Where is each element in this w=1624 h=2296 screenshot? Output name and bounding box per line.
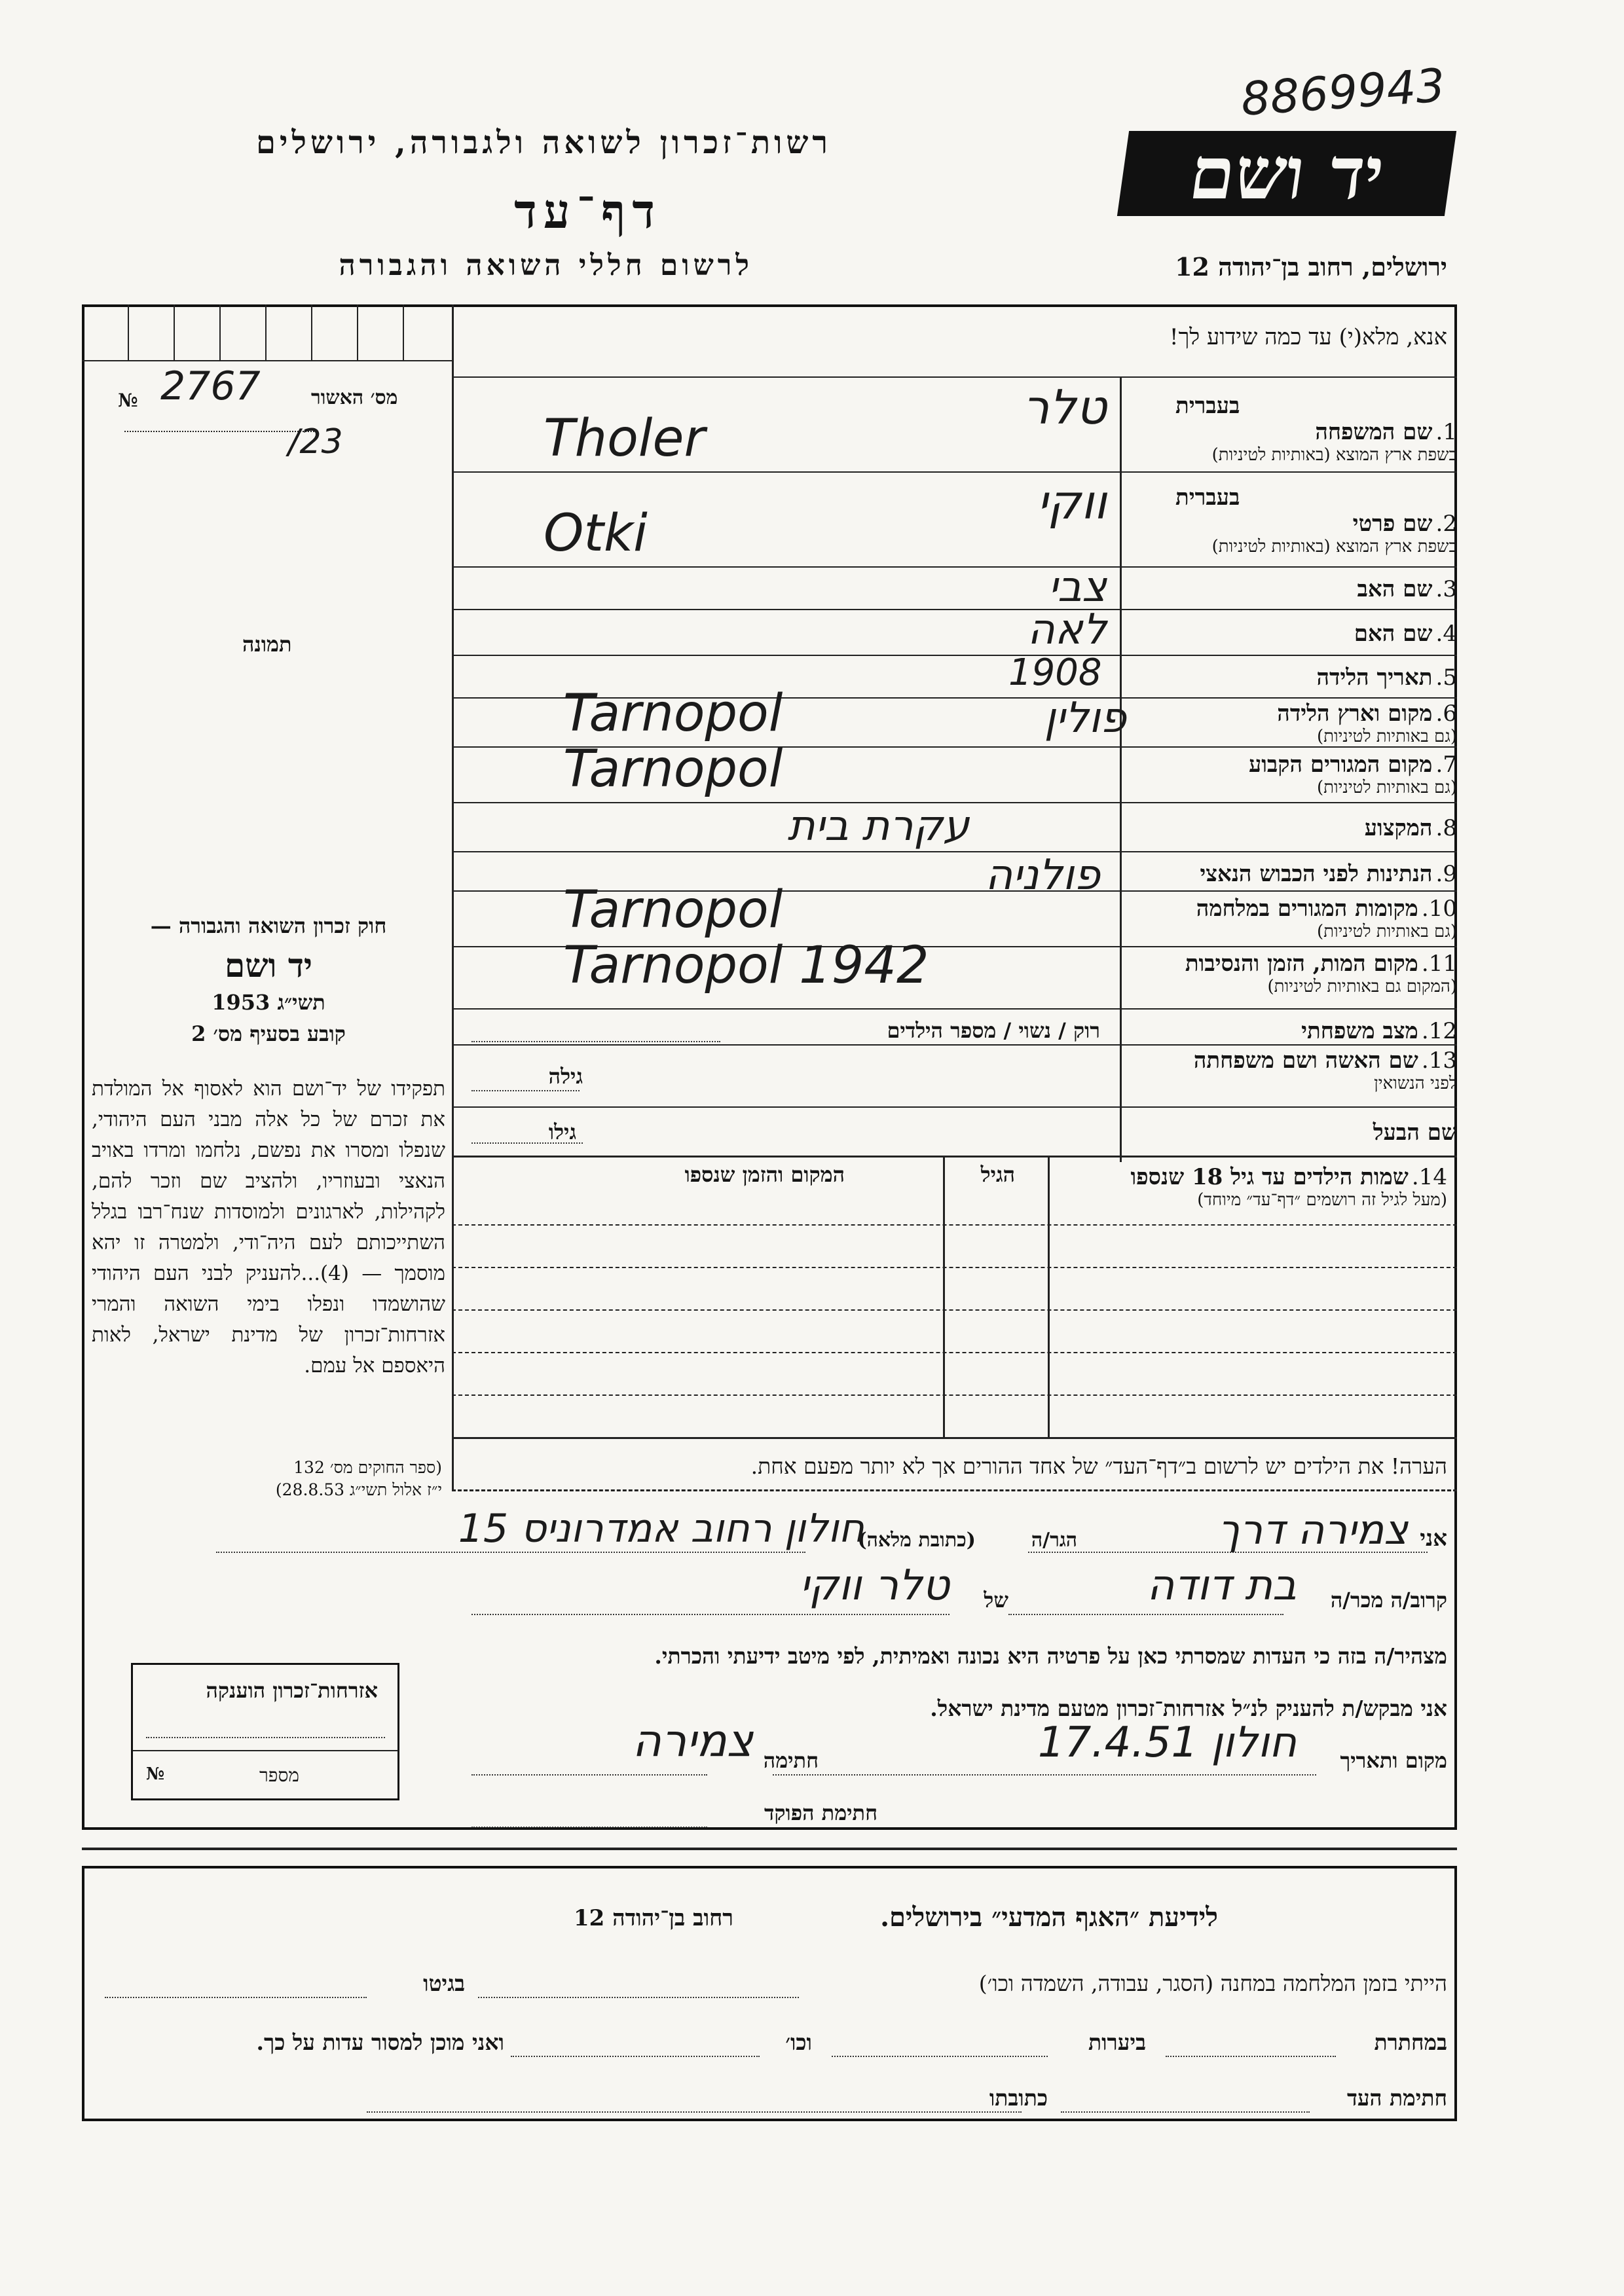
relation-label: קרוב/ה מכר/ה [1330, 1588, 1447, 1613]
photo-placeholder-label: תמונה [242, 632, 292, 657]
field-death-place: 11. מקום המות, הזמן והנסיבות (המקום גם באותיות לטיניות) [1175, 951, 1457, 996]
forests-label: ביערות [1088, 2030, 1146, 2055]
answer-father-name: צבי [1048, 563, 1107, 611]
citizenship-granted-box [131, 1663, 399, 1800]
citizenship-number-sign: № [146, 1764, 165, 1784]
field-2-sub: בשפת ארץ המוצא (באותיות לטיניות) [1211, 537, 1457, 556]
intro-divider [452, 376, 1457, 378]
ghetto-label: בגיטו [423, 1971, 465, 1996]
answer-death-place-latin: Tarnopol 1942 [563, 936, 929, 995]
field-5-label: תאריך הלידה [1316, 665, 1433, 691]
field-nationality: 9. הנתינות לפני הכבוש הנאצי [1200, 861, 1457, 887]
field-1-sub: בשפת ארץ המוצא (באותיות לטיניות) [1211, 445, 1457, 465]
underground-label: במחתרת [1374, 2030, 1447, 2055]
answer-first-name-hebrew: ווקי [1037, 475, 1107, 530]
bottom-title: לידיעת ״האגף המדעי״ בירושלים. [880, 1902, 1218, 1933]
answer-profession: עקרת בית [787, 802, 969, 850]
answer-family-name-latin: Tholer [544, 409, 705, 468]
note-text: הערה! את הילדים יש לרשום ב״דף־העד״ של אחד ההורים אך לא יותר מפעם אחת. [750, 1453, 1447, 1479]
approval-number: 2767 [160, 363, 261, 409]
law-ref-line-2: י״ז אלול תשי״ג 28.8.53) [275, 1480, 442, 1499]
field-birth-place: 6. מקום וארץ הלידה (גם באותיות לטיניות) [1175, 701, 1457, 746]
children-age-header: הגיל [980, 1162, 1015, 1187]
testimony-willing-text: ואני מוכן למסור עדות על כך. [256, 2030, 504, 2055]
yad-vashem-logo: יד ושם [1117, 131, 1456, 216]
answer-first-name-latin: Otki [544, 504, 648, 563]
field-11-label: מקום המות, הזמן והנסיבות [1185, 951, 1418, 977]
field-marital-status: 12. מצב משפחתי [1301, 1018, 1457, 1044]
answer-mother-name: לאה [1027, 606, 1107, 654]
answer-family-name-hebrew: טלר [1022, 380, 1107, 435]
field-7-label: מקום המגורים הקבוע [1248, 752, 1433, 778]
answer-nationality: פולניה [985, 851, 1100, 900]
declaration-ani-label: אני [1420, 1525, 1447, 1552]
relation-value: בת דודה [1147, 1561, 1297, 1610]
field-wife-name: 13. שם האשה ושם משפחתה לפני הנשואין [1175, 1048, 1457, 1093]
law-header [92, 913, 445, 1046]
full-address-label: (כתובת מלאה) [857, 1529, 976, 1552]
field-husband-name [1175, 1120, 1457, 1146]
field-first-name: בעברית 2. שם פרטי בשפת ארץ המוצא (באותיות לטיניות) [1175, 484, 1457, 556]
citizenship-number-label: מספר [259, 1764, 299, 1786]
children-names-header: 14. שמות הילדים עד גיל 18 שנספו (מעל לגיל זה רושמים ״דף־עד״ מיוחד) [1130, 1164, 1447, 1210]
victim-name-in-declaration: טלר ווקי [800, 1561, 950, 1610]
camp-line-text: הייתי בזמן המלחמה במחנה (הסגר, עבודה, השמדה וכו׳) [978, 1971, 1447, 1996]
field-2-label: שם פרטי [1352, 511, 1433, 537]
left-top-divider [82, 360, 452, 361]
answer-birth-country: פולין [1044, 694, 1126, 742]
answer-wartime-residence-latin: Tarnopol [563, 881, 783, 939]
form-subtitle: לרשום חללי השואה והגבורה [339, 249, 753, 282]
wife-age-label: גילה [548, 1064, 583, 1089]
witness-signature-label: חתימת העד [1346, 2085, 1447, 2111]
field-6-sub: (גם באותיות לטיניות) [1316, 727, 1457, 746]
place-date-label: מקום ותאריך [1340, 1748, 1447, 1773]
answer-birth-date: 1908 [1008, 651, 1102, 694]
authority-name: רשות־זכרון לשואה ולגבורה, ירושלים [255, 124, 832, 161]
law-reference [95, 1457, 442, 1501]
field-permanent-residence: 7. מקום המגורים הקבוע (גם באותיות לטיניות) [1175, 752, 1457, 797]
form-title: דף־עד [514, 183, 661, 239]
law-year: תשי״ג 1953 [212, 990, 325, 1015]
declarant-signature: צמירה [632, 1715, 753, 1767]
field-2-lang: בעברית [1175, 484, 1240, 511]
field-profession: 8. המקצוע [1364, 815, 1457, 841]
field-husband-label: שם הבעל [1373, 1120, 1457, 1146]
law-section: קובע בסעיף מס׳ 2 [191, 1021, 346, 1046]
field-family-name: בעברית 1. שם המשפחה בשפת ארץ המוצא (באותיות לטיניות) [1175, 393, 1457, 465]
of-label: של [984, 1588, 1008, 1613]
children-place-header: המקום והזמן שנספו [684, 1162, 845, 1187]
declarant-address: חולון רחוב אמדרוניס 15 [458, 1506, 864, 1552]
witness-address-label: כתובתו [989, 2085, 1048, 2111]
field-13-label: שם האשה ושם משפחתה [1193, 1048, 1418, 1074]
field-6-label: מקום וארץ הלידה [1277, 701, 1433, 727]
field-1-label: שם המשפחה [1315, 419, 1433, 445]
resident-label: הגר/ה [1031, 1529, 1077, 1552]
signature-label: חתימה [763, 1748, 819, 1773]
citizenship-request: אני מבקש/ת להעניק לנ״ל אזרחות־זכרון מטעם מדינת ישראל. [930, 1696, 1447, 1721]
approval-number-label: מס׳ האשור [311, 386, 398, 409]
field-4-label: שם האם [1354, 621, 1433, 647]
declaration-statement: מצהיר/ה בזה כי העדות שמסרתי כאן על פרטיה היא נכונה ואמיתית, לפי מיטב ידיעתי והכרתי. [654, 1643, 1447, 1669]
field-9-label: הנתינות לפני הכבוש הנאצי [1200, 861, 1433, 887]
field-father-name: 3. שם האב [1357, 576, 1457, 602]
approval-number-sub: /23 [288, 422, 343, 462]
field-3-label: שם האב [1357, 576, 1433, 602]
declarant-name: צמירה דרך [1217, 1506, 1408, 1554]
header-address: ירושלים, רחוב בן־יהודה 12 [1175, 252, 1447, 282]
field-11-sub: (המקום גם באותיות לטיניות) [1267, 977, 1457, 996]
field-1-lang: בעברית [1175, 393, 1240, 419]
marital-status-options: רוק / נשוי / מספר הילדים [887, 1018, 1100, 1043]
law-body-text: תפקידו של יד־ושם הוא לאסוף אל המולדת את זכרם של כל אלה מבני העם היהודי, שנפלו ומסרו את נפשם, נלחמו ומרדו באויב הנאצי ובעוזריו, ולהציב שם וזכר להם, לקהילות, לארגונים ולמוסדות שנח־רבו בגלל השתייכותם לעם היה־ודי, ולמטרה זו יהא מוסמך — (4)...להעניק לבני העם היהודי שהושמדו ונפלו בימי השואה והמרי אזרחות־זכרון של מדינת ישראל, לאות היאספם אל עמם. [92, 1077, 445, 1377]
instructions-text: אנא, מלא(י) עד כמה שידוע לך! [1169, 324, 1447, 350]
left-column-divider [452, 304, 454, 1489]
answer-residence-latin: Tarnopol [563, 740, 783, 799]
handwritten-reference-number: 8869943 [1239, 58, 1447, 126]
field-7-sub: (גם באותיות לטיניות) [1316, 778, 1457, 797]
field-mother-name: 4. שם האם [1354, 621, 1457, 647]
field-10-sub: (גם באותיות לטיניות) [1316, 922, 1457, 941]
field-10-label: מקומות המגורים במלחמה [1196, 896, 1418, 922]
husband-age-label: גילו [548, 1120, 576, 1144]
law-ref-line-1: (ספר החוקים מס׳ 132 [293, 1458, 442, 1477]
official-signature-label: חתימת הפוקד [764, 1800, 877, 1825]
law-title: חוק זכרון השואה והגבורה — [150, 913, 387, 938]
approval-number-sign: № [118, 390, 138, 411]
law-name: יד ושם [225, 946, 312, 985]
field-12-label: מצב משפחתי [1301, 1018, 1418, 1044]
field-wartime-residence: 10. מקומות המגורים במלחמה (גם באותיות לטיניות) [1175, 896, 1457, 941]
field-8-label: המקצוע [1364, 815, 1433, 841]
bottom-address: רחוב בן־יהודה 12 [573, 1905, 733, 1931]
etc-label: וכו׳ [785, 2030, 812, 2055]
answer-birth-place-latin: Tarnopol [563, 684, 783, 743]
field-birth-date: 5. תאריך הלידה [1316, 665, 1457, 691]
place-date-value: חולון 17.4.51 [1037, 1719, 1297, 1767]
citizenship-box-title: אזרחות־זכרון הוענקה [206, 1678, 378, 1703]
field-13-sub: לפני הנשואין [1374, 1074, 1457, 1093]
